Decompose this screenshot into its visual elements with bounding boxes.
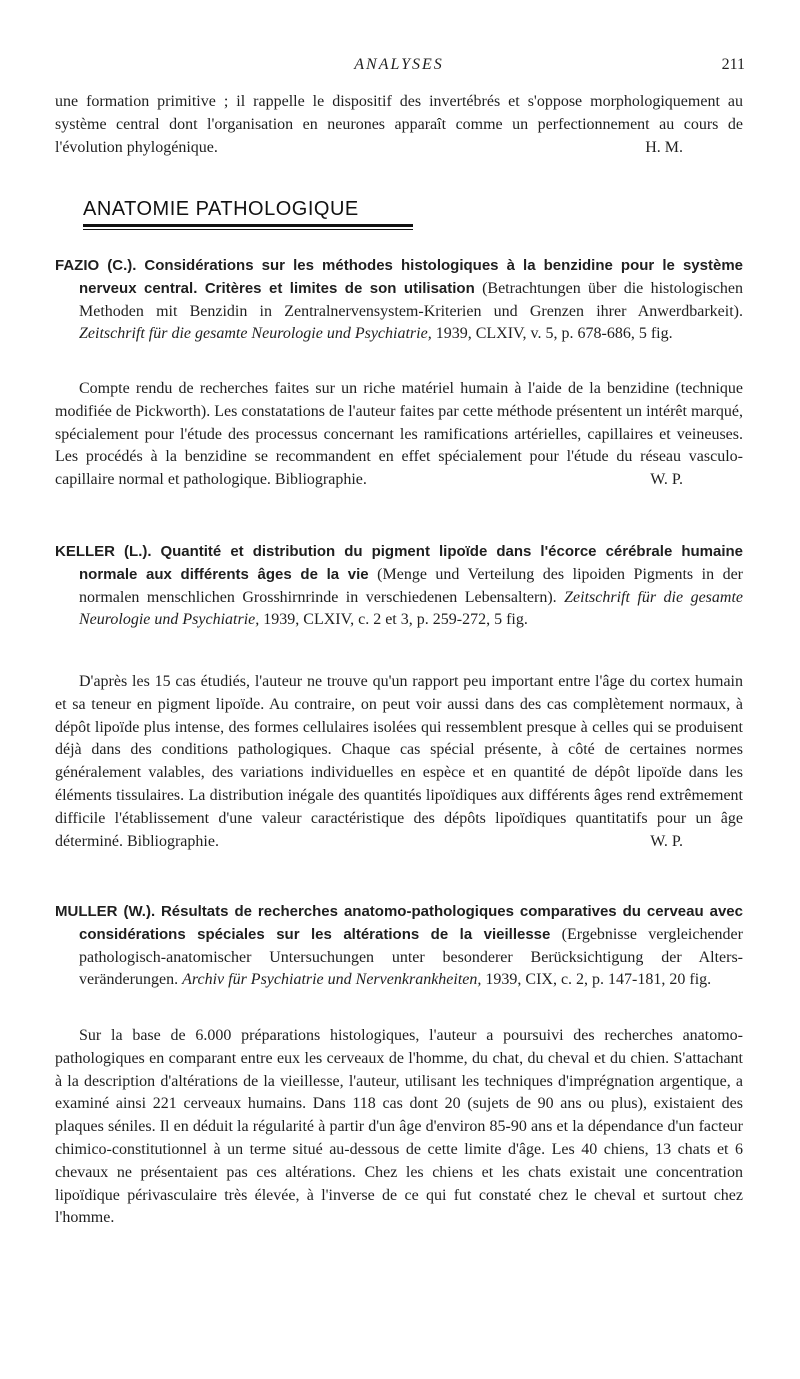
entry-journal: Zeitschrift für die gesamte Neurologie und Psychiatrie, [79,588,744,629]
page-header [55,56,743,80]
entry-author: KELLER (L.). [55,543,152,560]
entry-summary-text: Compte rendu de recherches faites sur un riche matériel humain à l'aide de la benzidine (technique modifiée de Pickworth). Les constatations de l'auteur faites par cette méthode présentent un intérêt marqué, spécialement pour l'étude des processus concernant les ramifications artérielles, capillaires et veineuses. Les procédés à la benzidine se recommandent en effet spécialement pour l'étude du réseau vasculo-capillaire normal et pathologique. Bibliographie. [55,380,743,489]
intro-text: une formation primitive ; il rappelle le dispositif des invertébrés et s'oppose morphologiquement au système central dont l'organisation en neurones apparaît comme un perfectionnement au cours de l'évolution phylogénique. [55,93,743,156]
entry-summary-text: D'après les 15 cas étudiés, l'auteur ne trouve qu'un rapport peu important entre l'âge du cortex humain et sa teneur en pigment lipoïde. Au contraire, on peut voir aussi dans des cas complètement normaux, à dépôt lipoïde plus intense, des formes cellulaires isolées qui ressemblent presque à celles qui se produisent déjà dans des conditions pathologiques. Chaque cas spécial présente, à côté de certaines normes généralement valables, des variations individuelles en espèce et en quantité de dépôt lipoïde dans les éléments tissulaires. La distribution inégale des quantités lipoïdiques aux différents âges rend extrêmement difficile l'établissement d'une valeur caractéristique des dépôts lipoïdiques quantitatifs pour un âge déterminé. Bibliographie. [55,673,743,850]
entry-translation: (Ergebnisse vergleichender pathologisch-anatomischer Untersuchungen unter besonderer Berücksichtigung der Alters-veränderungen. [79,925,743,989]
running-title: ANALYSES [354,56,444,73]
entry-heading [55,255,743,346]
section-rule-thin [83,229,413,230]
intro-paragraph [55,91,743,159]
entry-journal: Zeitschrift für die gesamte Neurologie und Psychiatrie, [79,325,432,343]
intro-initials: H. M. [645,138,683,156]
entry-summary [55,378,743,492]
section-title: ANATOMIE PATHOLOGIQUE [83,198,359,220]
entry-journal: Archiv für Psychiatrie und Nervenkrankheiten, [182,971,482,989]
entry-summary [55,671,743,853]
entry-author: FAZIO (C.). [55,257,137,274]
entry-title: Considérations sur les méthodes histologiques à la benzidine pour le système nerveux central. Critères et limites de son utilisation [79,257,743,297]
entry-summary-text: Sur la base de 6.000 préparations histologiques, l'auteur a poursuivi des recherches anatomo-pathologiques en comparant entre eux les cerveaux de l'homme, du chat, du cheval et du chien. S'attachant à la description d'altérations de la vieillesse, l'auteur, utilisant les techniques d'imprégnation argentique, a examiné ainsi 221 cerveaux humains. Dans 118 cas dont 20 (sujets de 90 ans ou plus), existaient des plaques séniles. Il en déduit la régularité à partir d'un âge d'environ 85-90 ans et la dépendance d'un facteur chimico-constitutionnel à un terme situé au-dessous de cette limite d'âge. Les 40 chiens, 13 chats et 6 chevaux ne présentaient pas ces altérations. Chez les chiens et les chats existait une concentration lipoïdique périvasculaire très élevée, à l'inverse de ce qui fut constaté chez le cheval et surtout chez l'homme. [55,1027,743,1227]
entry-summary [55,1025,743,1230]
entry-author: MULLER (W.). [55,903,156,920]
entry-citation: 1939, CIX, c. 2, p. 147-181, 20 fig. [485,971,712,989]
entry-title: Quantité et distribution du pigment lipoïde dans l'écorce cérébrale humaine normale aux différents âges de la vie [79,543,744,583]
entry-citation: 1939, CLXIV, v. 5, p. 678-686, 5 fig. [435,325,673,343]
entry-initials: W. P. [650,832,683,850]
entry-heading [55,901,743,992]
entry-title: Résultats de recherches anatomo-pathologiques comparatives du cerveau avec considérations spéciales sur les altérations de la vieillesse [79,903,743,943]
entry-translation: (Betrachtungen über die histologischen Methoden mit Benzidin in Zentralnervensystem-Kriterien und Grenzen ihrer Anwerdbarkeit). [79,279,744,320]
entry-citation: 1939, CLXIV, c. 2 et 3, p. 259-272, 5 fig. [263,611,528,629]
entry-translation: (Menge und Verteilung des lipoiden Pigments in der normalen menschlichen Grosshirnrinde in verschiedenen Lebensaltern). [79,565,744,606]
entry-heading [55,541,743,632]
section-rule [83,224,413,227]
entry-initials: W. P. [650,471,683,489]
page-number: 211 [721,56,745,73]
